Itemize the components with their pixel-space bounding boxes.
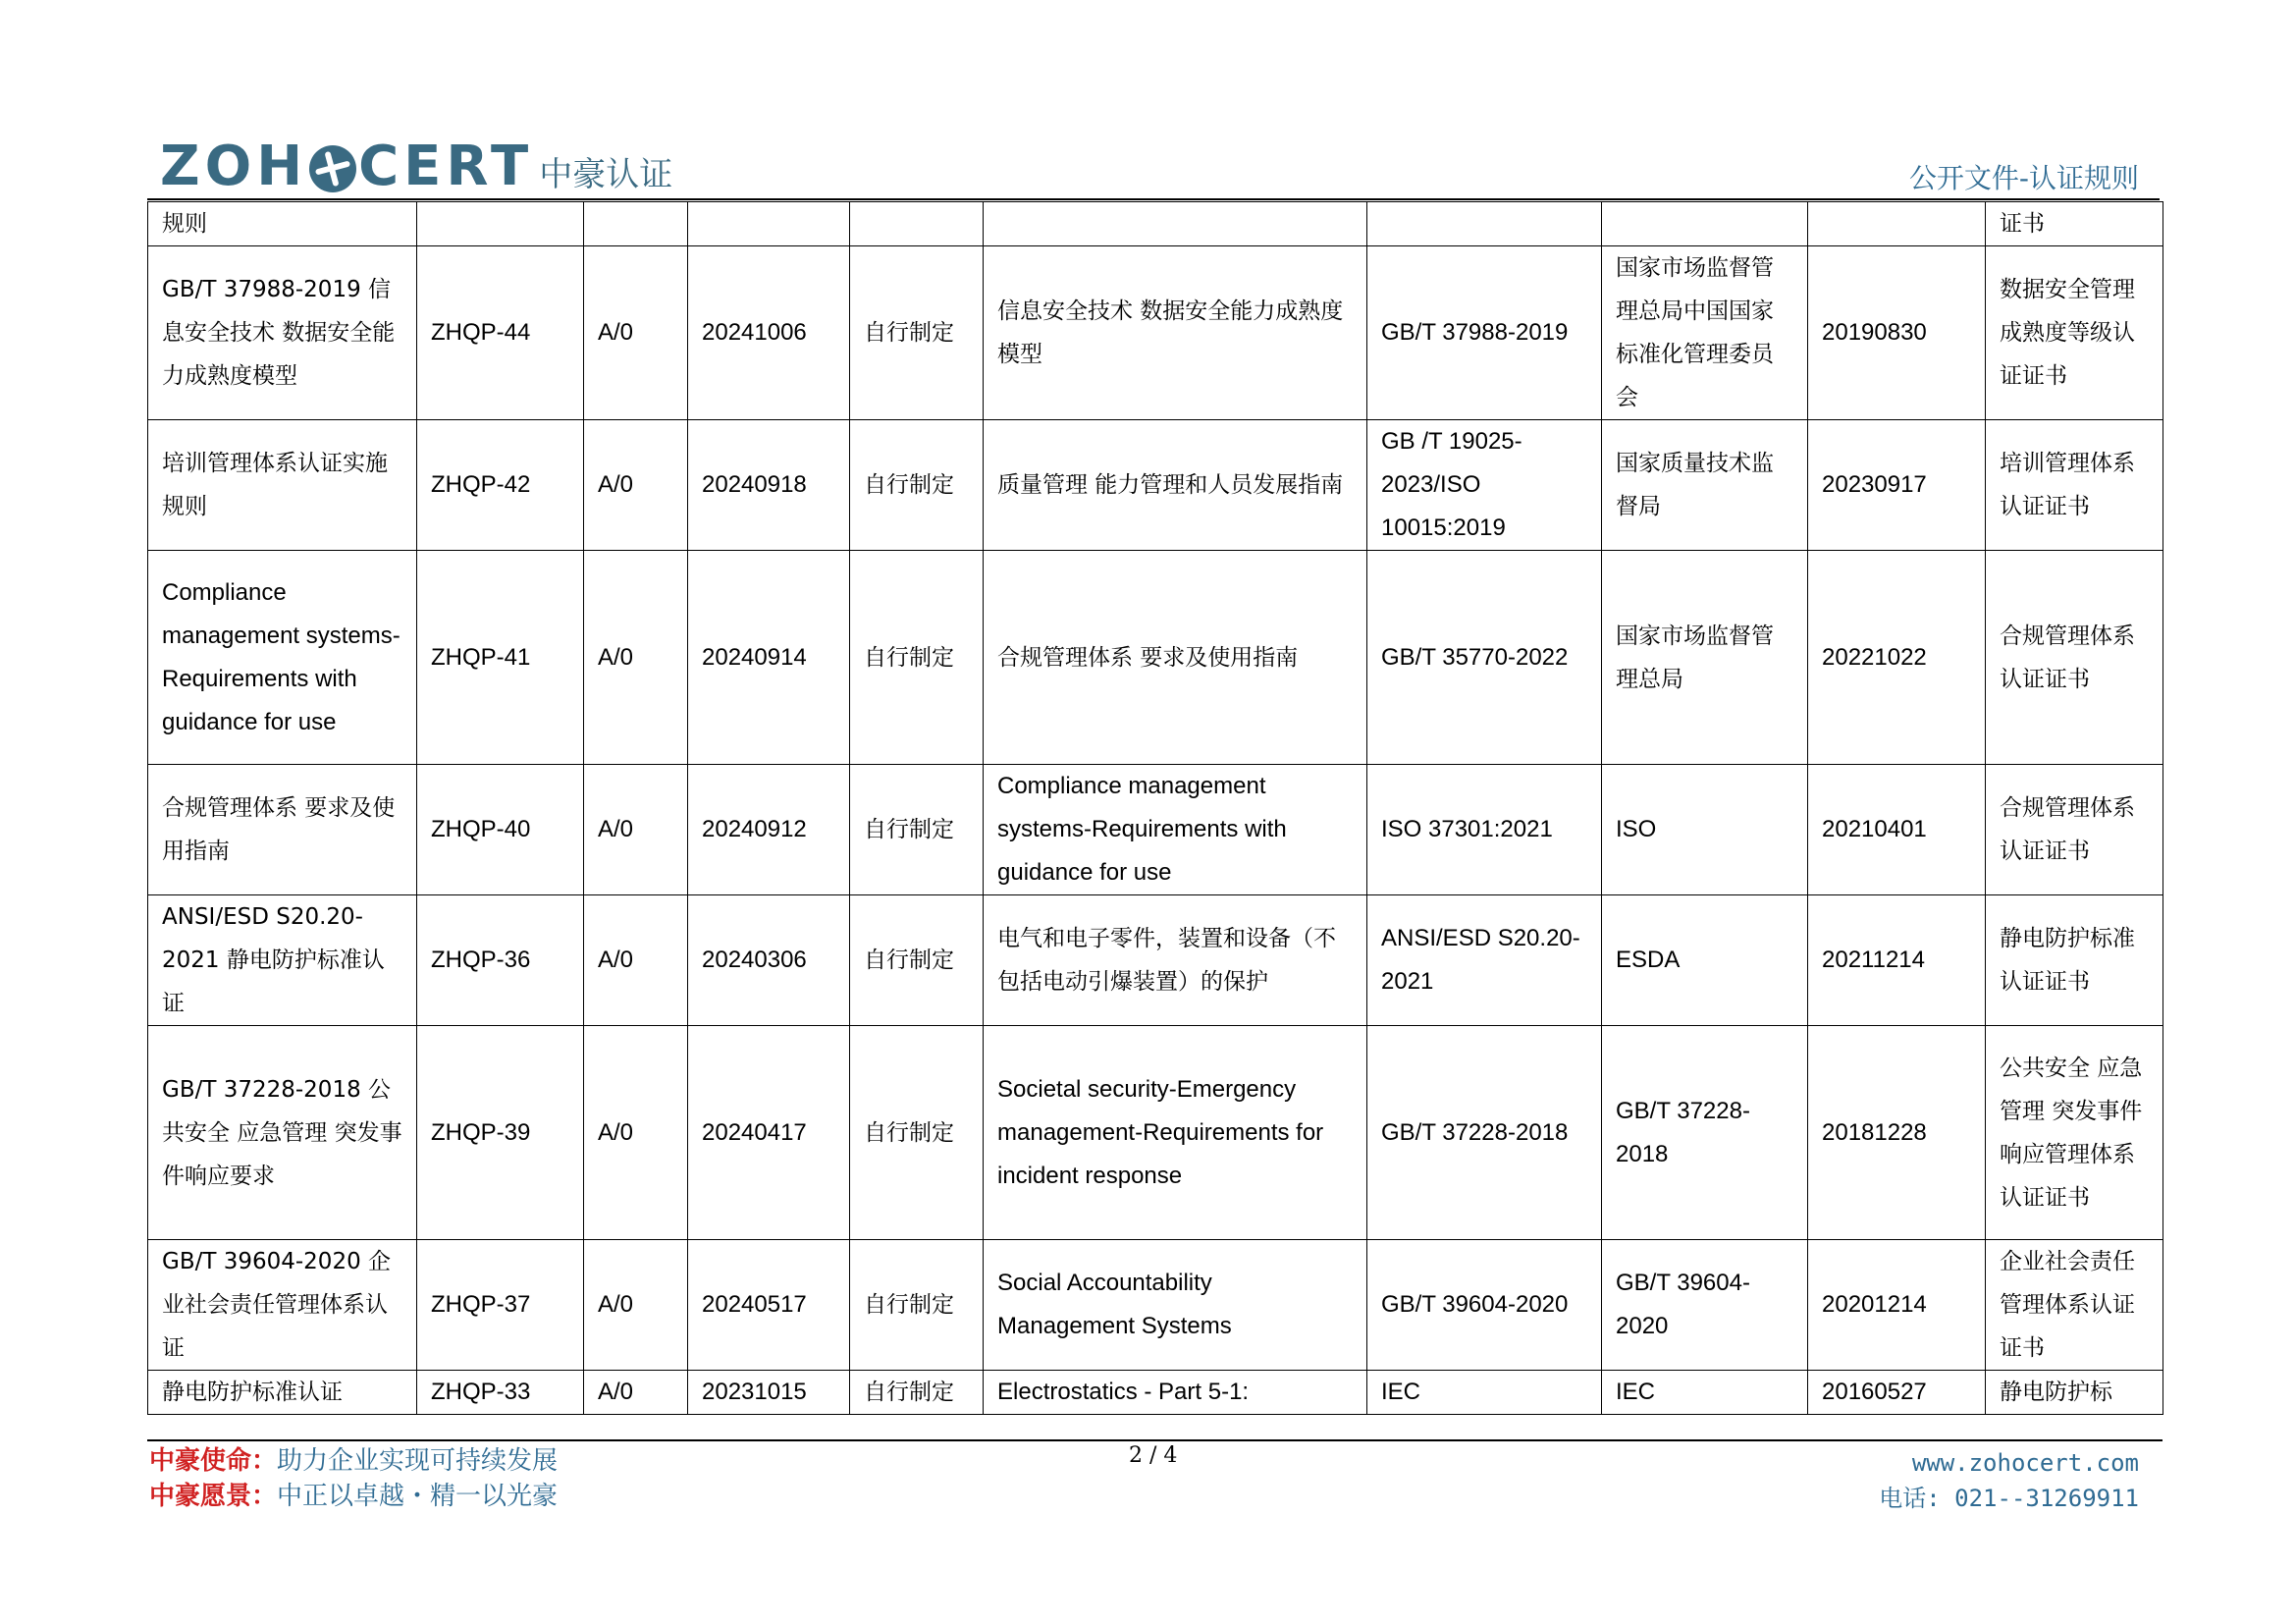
table-cell: Compliance management systems-Requirements with guidance for use — [984, 765, 1367, 895]
vision-label: 中豪愿景： — [149, 1482, 278, 1511]
table-cell: A/0 — [584, 420, 688, 551]
table-cell: GB/T 37228-2018 — [1367, 1026, 1602, 1240]
table-cell — [417, 202, 584, 246]
table-cell: GB/T 37228-2018 — [1602, 1026, 1808, 1240]
table-cell: ESDA — [1602, 895, 1808, 1026]
table-cell: 规则 — [148, 202, 417, 246]
table-cell: 20211214 — [1808, 895, 1986, 1026]
header-divider — [147, 198, 2160, 200]
table-cell: 合规管理体系认证证书 — [1986, 765, 2163, 895]
table-row — [148, 1240, 2163, 1371]
table-cell — [688, 202, 850, 246]
mission-text: 助力企业实现可持续发展 — [277, 1446, 559, 1476]
table-cell: 20181228 — [1808, 1026, 1986, 1240]
website[interactable]: www.zohocert.com — [1911, 1449, 2139, 1477]
table-cell — [850, 202, 984, 246]
table-cell: 自行制定 — [850, 551, 984, 765]
table-cell: 自行制定 — [850, 246, 984, 420]
table-cell: 电气和电子零件，装置和设备（不包括电动引爆装置）的保护 — [984, 895, 1367, 1026]
table-cell: 20201214 — [1808, 1240, 1986, 1371]
table-cell: 20240417 — [688, 1026, 850, 1240]
table-cell: 20231015 — [688, 1371, 850, 1415]
table-row — [148, 1371, 2163, 1415]
phone-number: 电话: 021--31269911 — [1879, 1485, 2139, 1512]
table-cell: Societal security-Emergency management-Requirements for incident response — [984, 1026, 1367, 1240]
table-cell: GB/T 37988-2019 信息安全技术 数据安全能力成熟度模型 — [148, 246, 417, 420]
table-cell: ISO 37301:2021 — [1367, 765, 1602, 895]
table-cell: Compliance management systems-Requirements with guidance for use — [148, 551, 417, 765]
table-cell: Social Accountability Management Systems — [984, 1240, 1367, 1371]
table-cell: 20241006 — [688, 246, 850, 420]
table-cell: ISO — [1602, 765, 1808, 895]
table-cell: GB/T 37228-2018 公共安全 应急管理 突发事件响应要求 — [148, 1026, 417, 1240]
table-cell: 合规管理体系认证证书 — [1986, 551, 2163, 765]
footer-contact — [1879, 1445, 2139, 1516]
table-cell: A/0 — [584, 1240, 688, 1371]
table-cell: 国家市场监督管理总局 — [1602, 551, 1808, 765]
table-cell: 培训管理体系认证证书 — [1986, 420, 2163, 551]
mission-line — [149, 1443, 558, 1479]
table-cell: 自行制定 — [850, 420, 984, 551]
table-cell: ZHQP-44 — [417, 246, 584, 420]
document-type: 公开文件-认证规则 — [1908, 162, 2139, 194]
table-cell: 质量管理 能力管理和人员发展指南 — [984, 420, 1367, 551]
table-cell — [1808, 202, 1986, 246]
table-cell: ZHQP-39 — [417, 1026, 584, 1240]
table-body — [148, 202, 2163, 1415]
table-cell: ZHQP-41 — [417, 551, 584, 765]
table-cell: A/0 — [584, 551, 688, 765]
table-row — [148, 551, 2163, 765]
table-cell: 静电防护标准认证 — [148, 1371, 417, 1415]
table-cell: GB/T 35770-2022 — [1367, 551, 1602, 765]
table-cell: 企业社会责任管理体系认证证书 — [1986, 1240, 2163, 1371]
table-cell: GB/T 39604-2020 企业社会责任管理体系认证 — [148, 1240, 417, 1371]
table-cell: 20240517 — [688, 1240, 850, 1371]
table-cell: A/0 — [584, 1026, 688, 1240]
table-cell: 自行制定 — [850, 765, 984, 895]
table-cell: ZHQP-37 — [417, 1240, 584, 1371]
table-row — [148, 1026, 2163, 1240]
table-cell: IEC — [1367, 1371, 1602, 1415]
table-row-continued — [148, 202, 2163, 246]
table-cell: 公共安全 应急管理 突发事件响应管理体系认证证书 — [1986, 1026, 2163, 1240]
table-cell: 20240912 — [688, 765, 850, 895]
table-cell — [584, 202, 688, 246]
table-cell: ZHQP-40 — [417, 765, 584, 895]
table-cell: A/0 — [584, 895, 688, 1026]
table-cell: GB /T 19025-2023/ISO 10015:2019 — [1367, 420, 1602, 551]
table-cell: 合规管理体系 要求及使用指南 — [148, 765, 417, 895]
table-cell: 国家质量技术监督局 — [1602, 420, 1808, 551]
table-cell: ZHQP-42 — [417, 420, 584, 551]
table-cell: 信息安全技术 数据安全能力成熟度模型 — [984, 246, 1367, 420]
table-cell: 自行制定 — [850, 1026, 984, 1240]
table-cell: 20240914 — [688, 551, 850, 765]
table-cell: 自行制定 — [850, 895, 984, 1026]
table-cell: GB/T 37988-2019 — [1367, 246, 1602, 420]
footer-divider — [147, 1439, 2163, 1441]
page-number: 2 / 4 — [1129, 1443, 1178, 1468]
table-cell: A/0 — [584, 765, 688, 895]
vision-text: 中正以卓越・精一以光豪 — [277, 1482, 559, 1511]
footer-slogans — [149, 1443, 558, 1514]
mission-label: 中豪使命： — [149, 1446, 278, 1476]
table-cell: 20230917 — [1808, 420, 1986, 551]
table-cell: 静电防护标准认证证书 — [1986, 895, 2163, 1026]
table-cell: ZHQP-33 — [417, 1371, 584, 1415]
table-cell — [1602, 202, 1808, 246]
table-cell: 培训管理体系认证实施规则 — [148, 420, 417, 551]
logo-chinese-name: 中豪认证 — [539, 155, 673, 194]
globe-icon — [309, 145, 356, 192]
logo-text-left: ZOH — [160, 135, 308, 198]
table-cell: 数据安全管理成熟度等级认证证书 — [1986, 246, 2163, 420]
table-cell: 自行制定 — [850, 1371, 984, 1415]
table-cell: IEC — [1602, 1371, 1808, 1415]
table-cell: 证书 — [1986, 202, 2163, 246]
table-cell — [1367, 202, 1602, 246]
table-cell: 20210401 — [1808, 765, 1986, 895]
logo-text-right: CERT — [358, 135, 534, 198]
table-cell: 20190830 — [1808, 246, 1986, 420]
table-cell: 20240918 — [688, 420, 850, 551]
table-cell: Electrostatics - Part 5-1: — [984, 1371, 1367, 1415]
table-cell: ZHQP-36 — [417, 895, 584, 1026]
table-cell: 国家市场监督管理总局中国国家标准化管理委员会 — [1602, 246, 1808, 420]
table-cell: GB/T 39604-2020 — [1602, 1240, 1808, 1371]
table-cell — [984, 202, 1367, 246]
certification-rules-table — [147, 201, 2163, 1415]
table-cell: ANSI/ESD S20.20-2021 静电防护标准认证 — [148, 895, 417, 1026]
table-cell: 20160527 — [1808, 1371, 1986, 1415]
table-cell: A/0 — [584, 1371, 688, 1415]
table-cell: 20221022 — [1808, 551, 1986, 765]
table-cell: 合规管理体系 要求及使用指南 — [984, 551, 1367, 765]
table-row — [148, 895, 2163, 1026]
page-header — [0, 0, 2296, 196]
vision-line — [149, 1479, 558, 1514]
table-cell: 20240306 — [688, 895, 850, 1026]
table-row — [148, 246, 2163, 420]
table-row — [148, 420, 2163, 551]
table-cell: GB/T 39604-2020 — [1367, 1240, 1602, 1371]
table-cell: A/0 — [584, 246, 688, 420]
table-cell: ANSI/ESD S20.20-2021 — [1367, 895, 1602, 1026]
table-row — [148, 765, 2163, 895]
company-logo — [160, 134, 672, 196]
table-cell: 静电防护标 — [1986, 1371, 2163, 1415]
table-cell: 自行制定 — [850, 1240, 984, 1371]
